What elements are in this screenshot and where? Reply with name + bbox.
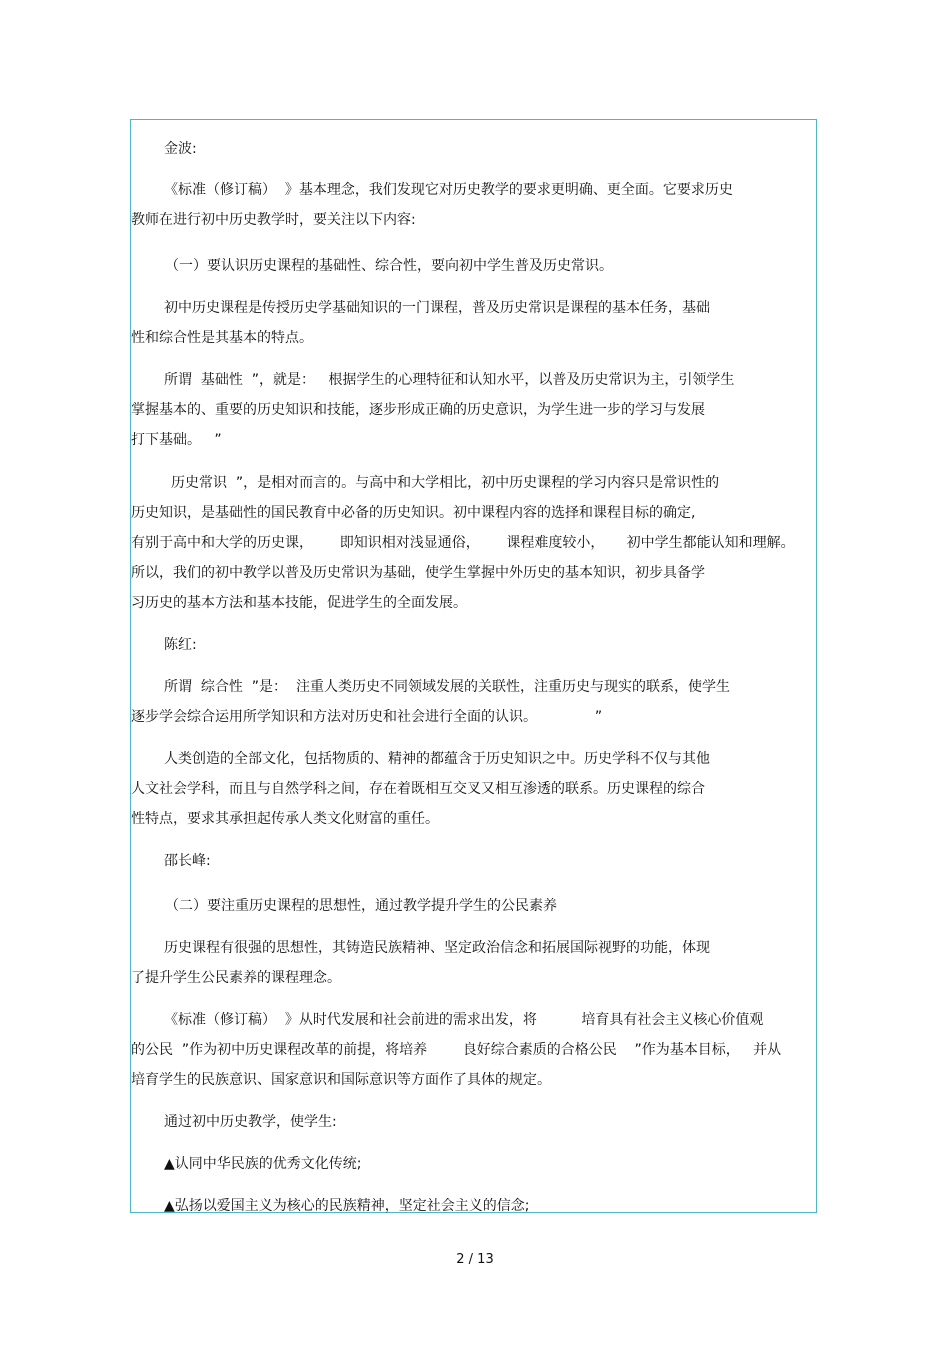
paragraph-line: 性和综合性是其基本的特点。 [131,330,313,346]
paragraph-line: 《标准（修订稿） 》从时代发展和社会前进的需求出发，将 培育具有社会主义核心价值观 [164,1012,764,1028]
paragraph-line: 所谓 基础性 ”，就是： 根据学生的心理特征和认知水平，以普及历史常识为主，引领学生 [164,372,735,388]
paragraph-line: 《标准（修订稿） 》基本理念，我们发现它对历史教学的要求更明确、更全面。它要求历史 [164,182,733,198]
paragraph-line: 初中历史课程是传授历史学基础知识的一门课程，普及历史常识是课程的基本任务，基础 [164,300,710,316]
paragraph-line: 习历史的基本方法和基本技能，促进学生的全面发展。 [131,595,467,611]
speaker-jinbo: 金波: [164,141,197,157]
paragraph-line: 历史课程有很强的思想性，其铸造民族精神、坚定政治信念和拓展国际视野的功能，体现 [164,940,710,956]
paragraph-line: 历史知识，是基础性的国民教育中必备的历史知识。初中课程内容的选择和课程目标的确定, [131,505,696,521]
speaker-shaochangfeng: 邵长峰: [164,853,211,869]
paragraph-line: 通过初中历史教学，使学生: [164,1114,337,1130]
paragraph-line: 所谓 综合性 ”是： 注重人类历史不同领域发展的关联性，注重历史与现实的联系，使学生 [164,679,730,695]
bullet-item: ▲认同中华民族的优秀文化传统; [164,1156,362,1172]
paragraph-line: 掌握基本的、重要的历史知识和技能，逐步形成正确的历史意识，为学生进一步的学习与发展 [131,402,705,418]
page-number: 2 / 13 [456,1252,494,1267]
paragraph-line: 了提升学生公民素养的课程理念。 [131,970,341,986]
paragraph-line: 有别于高中和大学的历史课， 即知识相对浅显通俗， 课程难度较小， 初中学生都能认知和理解。 [131,535,795,551]
paragraph-line: 的公民 ”作为初中历史课程改革的前提，将培养 良好综合素质的合格公民 ”作为基本目标， 并从 [131,1042,782,1058]
paragraph-line: 历史常识 ”，是相对而言的。与高中和大学相比，初中历史课程的学习内容只是常识性的 [171,475,720,491]
paragraph-line: 所以，我们的初中教学以普及历史常识为基础，使学生掌握中外历史的基本知识，初步具备学 [131,565,705,581]
paragraph-line: 培育学生的民族意识、国家意识和国际意识等方面作了具体的规定。 [131,1072,551,1088]
section-heading-1: （一）要认识历史课程的基础性、综合性，要向初中学生普及历史常识。 [165,258,613,274]
paragraph-line: 教师在进行初中历史教学时，要关注以下内容: [131,212,416,228]
paragraph-line: 人类创造的全部文化，包括物质的、精神的都蕴含于历史知识之中。历史学科不仅与其他 [164,751,710,767]
speaker-chenhong: 陈红: [164,637,197,653]
bullet-item: ▲弘扬以爱国主义为核心的民族精神，坚定社会主义的信念; [164,1198,530,1214]
paragraph-line: 打下基础。 ” [131,432,222,448]
paragraph-line: 逐步学会综合运用所学知识和方法对历史和社会进行全面的认识。 ” [131,709,603,725]
paragraph-line: 性特点，要求其承担起传承人类文化财富的重任。 [131,811,439,827]
paragraph-line: 人文社会学科，而且与自然学科之间，存在着既相互交叉又相互渗透的联系。历史课程的综合 [131,781,705,797]
section-heading-2: （二）要注重历史课程的思想性，通过教学提升学生的公民素养 [165,898,557,914]
